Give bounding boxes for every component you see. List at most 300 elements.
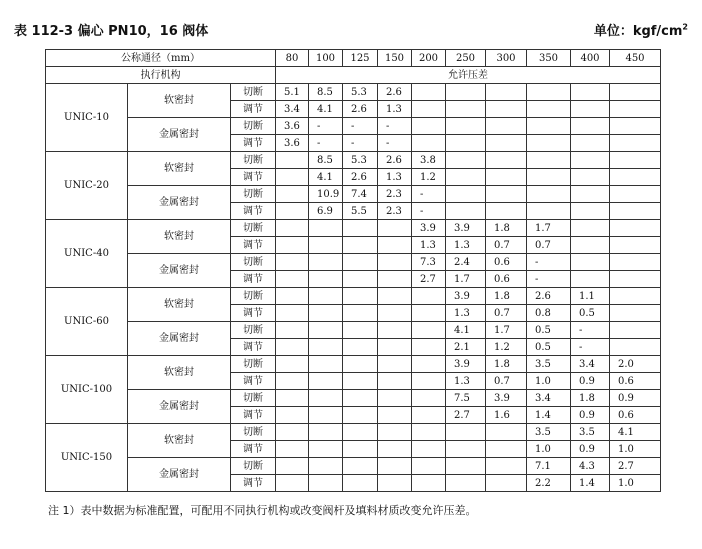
value-cell: [486, 458, 527, 475]
footnote: 注 1）表中数据为标准配置，可配用不同执行机构或改变阀杆及填料材质改变允许压差。: [48, 504, 477, 517]
table-row: [46, 288, 661, 305]
value-cell: [486, 475, 527, 492]
table-row: [46, 186, 661, 203]
mode-cell: 切断: [231, 254, 276, 271]
mode-cell: 调节: [231, 305, 276, 322]
value-cell: 2.0: [610, 356, 661, 373]
value-cell: [610, 322, 661, 339]
value-cell: -: [343, 118, 378, 135]
value-cell: 0.5: [527, 322, 571, 339]
value-cell: [571, 271, 610, 288]
seal-type-cell: 软密封: [128, 356, 231, 390]
value-cell: [571, 118, 610, 135]
seal-type-cell: 软密封: [128, 152, 231, 186]
value-cell: 1.7: [527, 220, 571, 237]
value-cell: [412, 458, 446, 475]
value-cell: 2.3: [378, 203, 412, 220]
value-cell: [446, 169, 486, 186]
value-cell: -: [571, 339, 610, 356]
value-cell: [378, 288, 412, 305]
value-cell: 8.5: [309, 84, 343, 101]
value-cell: [610, 339, 661, 356]
value-cell: 2.6: [343, 169, 378, 186]
value-cell: [610, 203, 661, 220]
value-cell: [412, 339, 446, 356]
model-cell: UNIC-150: [46, 424, 128, 492]
value-cell: [309, 441, 343, 458]
value-cell: -: [343, 135, 378, 152]
value-cell: [610, 84, 661, 101]
value-cell: [446, 424, 486, 441]
value-cell: 8.5: [309, 152, 343, 169]
value-cell: [412, 322, 446, 339]
value-cell: -: [378, 135, 412, 152]
value-cell: [412, 441, 446, 458]
value-cell: [446, 135, 486, 152]
value-cell: 1.0: [610, 475, 661, 492]
value-cell: 3.5: [571, 424, 610, 441]
table-row: [46, 220, 661, 237]
value-cell: 3.5: [527, 356, 571, 373]
seal-type-cell: 金属密封: [128, 390, 231, 424]
value-cell: 2.6: [527, 288, 571, 305]
table-row: [46, 118, 661, 135]
value-cell: [486, 152, 527, 169]
value-cell: -: [412, 186, 446, 203]
value-cell: [276, 441, 309, 458]
value-cell: [571, 152, 610, 169]
size-header: 200: [412, 50, 446, 67]
mode-cell: 调节: [231, 373, 276, 390]
value-cell: 1.2: [486, 339, 527, 356]
table-row: [46, 254, 661, 271]
value-cell: 1.3: [446, 373, 486, 390]
value-cell: [309, 390, 343, 407]
size-header: 100: [309, 50, 343, 67]
value-cell: [610, 220, 661, 237]
value-cell: [571, 220, 610, 237]
value-cell: [527, 169, 571, 186]
value-cell: [527, 152, 571, 169]
value-cell: 2.7: [412, 271, 446, 288]
value-cell: [378, 424, 412, 441]
mode-cell: 切断: [231, 458, 276, 475]
value-cell: 3.4: [276, 101, 309, 118]
allowable-pressure-label: 允许压差: [276, 67, 661, 84]
value-cell: 2.6: [378, 84, 412, 101]
value-cell: -: [378, 118, 412, 135]
value-cell: [610, 288, 661, 305]
value-cell: [309, 475, 343, 492]
unit-label: [594, 20, 688, 39]
value-cell: 10.9: [309, 186, 343, 203]
value-cell: [412, 356, 446, 373]
value-cell: 2.6: [378, 152, 412, 169]
value-cell: [343, 254, 378, 271]
value-cell: 4.1: [309, 169, 343, 186]
value-cell: 1.8: [571, 390, 610, 407]
value-cell: [486, 101, 527, 118]
value-cell: 4.3: [571, 458, 610, 475]
value-cell: [276, 322, 309, 339]
seal-type-cell: 软密封: [128, 220, 231, 254]
value-cell: -: [412, 203, 446, 220]
value-cell: 1.8: [486, 288, 527, 305]
value-cell: [343, 220, 378, 237]
value-cell: 3.4: [571, 356, 610, 373]
value-cell: -: [309, 135, 343, 152]
size-header: 350: [527, 50, 571, 67]
value-cell: [378, 390, 412, 407]
mode-cell: 切断: [231, 220, 276, 237]
pressure-table: [45, 49, 661, 492]
value-cell: [378, 271, 412, 288]
value-cell: [446, 101, 486, 118]
table-row: [46, 390, 661, 407]
value-cell: 5.3: [343, 152, 378, 169]
value-cell: [486, 169, 527, 186]
value-cell: [527, 84, 571, 101]
nominal-diameter-label: 公称通径（mm）: [46, 50, 276, 67]
seal-type-cell: 软密封: [128, 288, 231, 322]
value-cell: [276, 220, 309, 237]
value-cell: 1.1: [571, 288, 610, 305]
value-cell: [343, 271, 378, 288]
value-cell: 1.3: [378, 169, 412, 186]
mode-cell: 切断: [231, 84, 276, 101]
header-row-sizes: [46, 50, 661, 67]
value-cell: [309, 356, 343, 373]
value-cell: [378, 254, 412, 271]
value-cell: [610, 305, 661, 322]
value-cell: [527, 203, 571, 220]
value-cell: 2.4: [446, 254, 486, 271]
value-cell: [412, 407, 446, 424]
value-cell: [276, 424, 309, 441]
value-cell: [486, 84, 527, 101]
value-cell: [571, 135, 610, 152]
value-cell: -: [527, 271, 571, 288]
value-cell: [343, 475, 378, 492]
value-cell: 6.9: [309, 203, 343, 220]
seal-type-cell: 金属密封: [128, 186, 231, 220]
seal-type-cell: 金属密封: [128, 458, 231, 492]
value-cell: [486, 203, 527, 220]
value-cell: [378, 407, 412, 424]
value-cell: 1.6: [486, 407, 527, 424]
value-cell: [343, 305, 378, 322]
mode-cell: 调节: [231, 271, 276, 288]
value-cell: [276, 254, 309, 271]
value-cell: [446, 458, 486, 475]
value-cell: 4.1: [446, 322, 486, 339]
value-cell: [446, 152, 486, 169]
model-cell: UNIC-10: [46, 84, 128, 152]
value-cell: [446, 84, 486, 101]
value-cell: [343, 237, 378, 254]
value-cell: [276, 271, 309, 288]
model-cell: UNIC-100: [46, 356, 128, 424]
mode-cell: 切断: [231, 424, 276, 441]
value-cell: [378, 441, 412, 458]
value-cell: [378, 220, 412, 237]
value-cell: 1.7: [446, 271, 486, 288]
value-cell: [378, 339, 412, 356]
value-cell: [276, 288, 309, 305]
value-cell: 2.6: [343, 101, 378, 118]
value-cell: [276, 475, 309, 492]
mode-cell: 切断: [231, 152, 276, 169]
value-cell: [527, 186, 571, 203]
mode-cell: 切断: [231, 118, 276, 135]
value-cell: [610, 186, 661, 203]
value-cell: 3.9: [446, 288, 486, 305]
value-cell: [446, 203, 486, 220]
table-row: [46, 458, 661, 475]
value-cell: [276, 237, 309, 254]
table-title: 表 112-3 偏心 PN10，16 阀体: [14, 24, 209, 39]
value-cell: 0.9: [571, 441, 610, 458]
table-row: [46, 356, 661, 373]
value-cell: [412, 84, 446, 101]
value-cell: [412, 475, 446, 492]
value-cell: 1.0: [610, 441, 661, 458]
value-cell: [309, 288, 343, 305]
value-cell: [610, 118, 661, 135]
value-cell: [309, 322, 343, 339]
value-cell: 2.7: [610, 458, 661, 475]
value-cell: 1.3: [412, 237, 446, 254]
mode-cell: 切断: [231, 390, 276, 407]
value-cell: 3.9: [412, 220, 446, 237]
mode-cell: 调节: [231, 169, 276, 186]
value-cell: [527, 118, 571, 135]
value-cell: [276, 169, 309, 186]
seal-type-cell: 金属密封: [128, 254, 231, 288]
value-cell: 1.7: [486, 322, 527, 339]
value-cell: 1.3: [378, 101, 412, 118]
mode-cell: 切断: [231, 186, 276, 203]
value-cell: 0.7: [486, 305, 527, 322]
value-cell: [276, 152, 309, 169]
value-cell: [309, 407, 343, 424]
value-cell: 1.8: [486, 356, 527, 373]
value-cell: 1.3: [446, 237, 486, 254]
size-header: 250: [446, 50, 486, 67]
value-cell: 0.9: [571, 373, 610, 390]
table-row: [46, 84, 661, 101]
value-cell: -: [309, 118, 343, 135]
value-cell: [378, 373, 412, 390]
value-cell: [343, 288, 378, 305]
value-cell: 3.8: [412, 152, 446, 169]
value-cell: [276, 373, 309, 390]
header-row-actuator: [46, 67, 661, 84]
value-cell: [276, 305, 309, 322]
value-cell: [571, 254, 610, 271]
value-cell: [610, 152, 661, 169]
value-cell: [343, 441, 378, 458]
value-cell: [309, 458, 343, 475]
value-cell: [412, 135, 446, 152]
value-cell: [527, 101, 571, 118]
value-cell: 1.0: [527, 441, 571, 458]
value-cell: 5.1: [276, 84, 309, 101]
value-cell: [309, 220, 343, 237]
value-cell: 2.7: [446, 407, 486, 424]
table-body: [46, 50, 661, 492]
value-cell: [378, 322, 412, 339]
value-cell: [571, 237, 610, 254]
value-cell: 1.3: [446, 305, 486, 322]
value-cell: [446, 441, 486, 458]
value-cell: 7.1: [527, 458, 571, 475]
value-cell: 1.2: [412, 169, 446, 186]
value-cell: [446, 186, 486, 203]
size-header: 125: [343, 50, 378, 67]
table-row: [46, 424, 661, 441]
value-cell: 4.1: [309, 101, 343, 118]
unit-superscript: 2: [682, 22, 688, 32]
value-cell: [571, 203, 610, 220]
value-cell: [412, 424, 446, 441]
value-cell: [486, 118, 527, 135]
value-cell: [343, 373, 378, 390]
mode-cell: 调节: [231, 407, 276, 424]
value-cell: -: [571, 322, 610, 339]
value-cell: [309, 254, 343, 271]
value-cell: [309, 271, 343, 288]
unit-text: 单位：kgf/cm: [593, 24, 683, 39]
size-header: 400: [571, 50, 610, 67]
mode-cell: 调节: [231, 339, 276, 356]
value-cell: [412, 101, 446, 118]
size-header: 450: [610, 50, 661, 67]
value-cell: [309, 424, 343, 441]
mode-cell: 调节: [231, 203, 276, 220]
value-cell: 7.4: [343, 186, 378, 203]
value-cell: [343, 407, 378, 424]
value-cell: [309, 305, 343, 322]
table-row: [46, 152, 661, 169]
value-cell: [486, 186, 527, 203]
value-cell: [412, 390, 446, 407]
value-cell: [276, 186, 309, 203]
value-cell: 4.1: [610, 424, 661, 441]
value-cell: [276, 203, 309, 220]
value-cell: 0.9: [610, 390, 661, 407]
value-cell: [486, 441, 527, 458]
value-cell: [276, 407, 309, 424]
value-cell: [343, 356, 378, 373]
value-cell: 0.5: [527, 339, 571, 356]
value-cell: [276, 458, 309, 475]
value-cell: 3.6: [276, 118, 309, 135]
value-cell: [276, 356, 309, 373]
value-cell: [571, 169, 610, 186]
value-cell: 0.9: [571, 407, 610, 424]
value-cell: [446, 118, 486, 135]
size-header: 80: [276, 50, 309, 67]
table-row: [46, 322, 661, 339]
value-cell: [610, 135, 661, 152]
value-cell: 0.6: [610, 407, 661, 424]
value-cell: [343, 458, 378, 475]
value-cell: 1.0: [527, 373, 571, 390]
value-cell: 3.9: [486, 390, 527, 407]
value-cell: [378, 356, 412, 373]
model-cell: UNIC-60: [46, 288, 128, 356]
value-cell: 3.4: [527, 390, 571, 407]
model-cell: UNIC-20: [46, 152, 128, 220]
model-cell: UNIC-40: [46, 220, 128, 288]
value-cell: 3.6: [276, 135, 309, 152]
value-cell: 3.9: [446, 356, 486, 373]
size-header: 150: [378, 50, 412, 67]
value-cell: 1.4: [571, 475, 610, 492]
mode-cell: 切断: [231, 288, 276, 305]
value-cell: 0.6: [486, 271, 527, 288]
value-cell: 7.5: [446, 390, 486, 407]
size-header: 300: [486, 50, 527, 67]
value-cell: [610, 169, 661, 186]
header: [14, 20, 688, 38]
value-cell: [343, 390, 378, 407]
seal-type-cell: 金属密封: [128, 322, 231, 356]
seal-type-cell: 金属密封: [128, 118, 231, 152]
value-cell: 3.5: [527, 424, 571, 441]
seal-type-cell: 软密封: [128, 424, 231, 458]
mode-cell: 调节: [231, 441, 276, 458]
value-cell: 7.3: [412, 254, 446, 271]
value-cell: [610, 254, 661, 271]
mode-cell: 调节: [231, 237, 276, 254]
mode-cell: 切断: [231, 356, 276, 373]
value-cell: [378, 458, 412, 475]
value-cell: 0.5: [571, 305, 610, 322]
value-cell: [276, 339, 309, 356]
seal-type-cell: 软密封: [128, 84, 231, 118]
value-cell: [571, 186, 610, 203]
value-cell: 0.6: [610, 373, 661, 390]
value-cell: [378, 475, 412, 492]
value-cell: [610, 101, 661, 118]
value-cell: 2.1: [446, 339, 486, 356]
value-cell: 0.8: [527, 305, 571, 322]
value-cell: [378, 305, 412, 322]
mode-cell: 切断: [231, 322, 276, 339]
value-cell: [309, 237, 343, 254]
value-cell: 0.7: [486, 373, 527, 390]
value-cell: 0.7: [486, 237, 527, 254]
actuator-label: 执行机构: [46, 67, 276, 84]
value-cell: 3.9: [446, 220, 486, 237]
value-cell: 2.2: [527, 475, 571, 492]
value-cell: [486, 424, 527, 441]
value-cell: [343, 339, 378, 356]
mode-cell: 调节: [231, 135, 276, 152]
value-cell: -: [527, 254, 571, 271]
value-cell: [527, 135, 571, 152]
value-cell: [571, 84, 610, 101]
value-cell: [412, 288, 446, 305]
value-cell: [486, 135, 527, 152]
value-cell: [610, 271, 661, 288]
value-cell: [412, 305, 446, 322]
value-cell: 5.5: [343, 203, 378, 220]
value-cell: 0.7: [527, 237, 571, 254]
value-cell: [446, 475, 486, 492]
